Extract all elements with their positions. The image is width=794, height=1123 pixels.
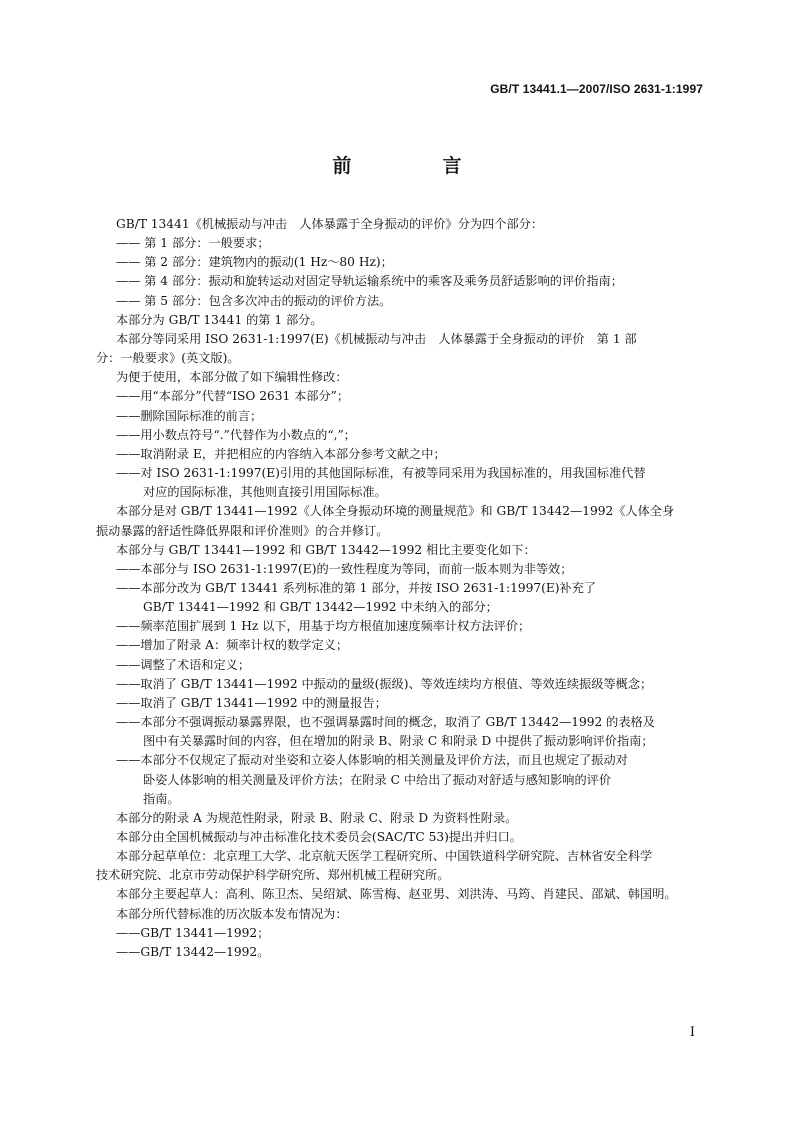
- text-line: 本部分起草单位：北京理工大学、北京航天医学工程研究所、中国铁道科学研究院、吉林省安全科学: [116, 849, 653, 864]
- list-item: ——增加了附录 A：频率计权的数学定义；: [116, 638, 349, 653]
- list-item-continuation: 对应的国际标准，其他则直接引用国际标准。: [143, 485, 387, 500]
- list-item: ——取消附录 E，并把相应的内容纳入本部分参考文献之中；: [116, 446, 446, 461]
- list-item-continuation: GB/T 13441—1992 和 GB/T 13442—1992 中未纳入的部分；: [143, 600, 498, 615]
- page-number: I: [689, 1025, 695, 1040]
- list-item: —— 第 4 部分：振动和旋转运动对固定导轨运输系统中的乘客及乘务员舒适影响的评价指南；: [116, 274, 623, 289]
- text-line: 本部分为 GB/T 13441 的第 1 部分。: [116, 312, 323, 327]
- list-item-continuation: 卧姿人体影响的相关测量及评价方法；在附录 C 中给出了振动对舒适与感知影响的评价: [143, 772, 612, 787]
- text-line: 本部分由全国机械振动与冲击标准化技术委员会(SAC/TC 53)提出并归口。: [116, 830, 522, 844]
- list-item: ——调整了术语和定义；: [116, 657, 251, 672]
- text-line: 技术研究院、北京市劳动保护科学研究所、郑州机械工程研究所。: [96, 868, 450, 883]
- list-item: —— 第 5 部分：包含多次冲击的振动的评价方法。: [116, 293, 392, 308]
- text-line: 本部分所代替标准的历次版本发布情况为：: [116, 906, 348, 921]
- list-item: ——取消了 GB/T 13441—1992 中的测量报告；: [116, 695, 387, 710]
- list-item: ——GB/T 13442—1992。: [116, 944, 270, 959]
- list-item: ——取消了 GB/T 13441—1992 中振动的量级(振级)、等效连续均方根值、等效连续振级等概念；: [116, 676, 653, 691]
- text-line: GB/T 13441《机械振动与冲击 人体暴露于全身振动的评价》分为四个部分：: [116, 217, 544, 231]
- text-line: 本部分主要起草人：高利、陈卫杰、吴绍斌、陈雪梅、赵亚男、刘洪涛、马筠、肖建民、邵斌、韩国明。: [116, 887, 677, 902]
- standard-code: GB/T 13441.1—2007/ISO 2631-1:1997: [490, 82, 703, 96]
- list-item: ——本部分改为 GB/T 13441 系列标准的第 1 部分，并按 ISO 2631-1:1997(E)补充了: [116, 580, 597, 595]
- list-item: ——删除国际标准的前言；: [116, 408, 263, 423]
- foreword-body: [96, 215, 706, 962]
- list-item: ——本部分不强调振动暴露界限，也不强调暴露时间的概念，取消了 GB/T 13442—1992 的表格及: [116, 715, 655, 730]
- text-line: 为便于使用，本部分做了如下编辑性修改：: [116, 370, 348, 385]
- text-line: 本部分是对 GB/T 13441—1992《人体全身振动环境的测量规范》和 GB/T 13442—1992《人体全身: [116, 504, 675, 519]
- text-line: 本部分与 GB/T 13441—1992 和 GB/T 13442—1992 相比主要变化如下：: [116, 542, 536, 557]
- list-item: ——本部分与 ISO 2631-1:1997(E)的一致性程度为等同，而前一版本则为非等效；: [116, 561, 573, 576]
- list-item: ——GB/T 13441—1992；: [116, 925, 270, 940]
- page-title: 前 言: [332, 155, 498, 177]
- list-item: ——对 ISO 2631-1:1997(E)引用的其他国际标准，有被等同采用为我国标准的，用我国标准代替: [116, 466, 646, 481]
- list-item: ——本部分不仅规定了振动对坐姿和立姿人体影响的相关测量及评价方法，而且也规定了振动对: [116, 753, 628, 768]
- list-item: —— 第 1 部分：一般要求；: [116, 236, 270, 251]
- list-item: ——频率范围扩展到 1 Hz 以下，用基于均方根值加速度频率计权方法评价；: [116, 619, 531, 634]
- text-line: 本部分的附录 A 为规范性附录，附录 B、附录 C、附录 D 为资料性附录。: [116, 810, 518, 825]
- text-line: 分：一般要求》(英文版)。: [96, 351, 240, 366]
- list-item-continuation: 指南。: [143, 791, 180, 806]
- list-item-continuation: 图中有关暴露时间的内容，但在增加的附录 B、附录 C 和附录 D 中提供了振动影响评价指南；: [143, 734, 654, 749]
- list-item: ——用“本部分”代替“ISO 2631 本部分”；: [116, 389, 350, 404]
- text-line: 振动暴露的舒适性降低界限和评价准则》的合并修订。: [96, 523, 389, 538]
- text-line: 本部分等同采用 ISO 2631-1:1997(E)《机械振动与冲击 人体暴露于全身振动的评价 第 1 部: [116, 331, 637, 346]
- list-item: ——用小数点符号“.”代替作为小数点的“,”；: [116, 427, 356, 442]
- list-item: —— 第 2 部分：建筑物内的振动(1 Hz～80 Hz)；: [116, 255, 393, 270]
